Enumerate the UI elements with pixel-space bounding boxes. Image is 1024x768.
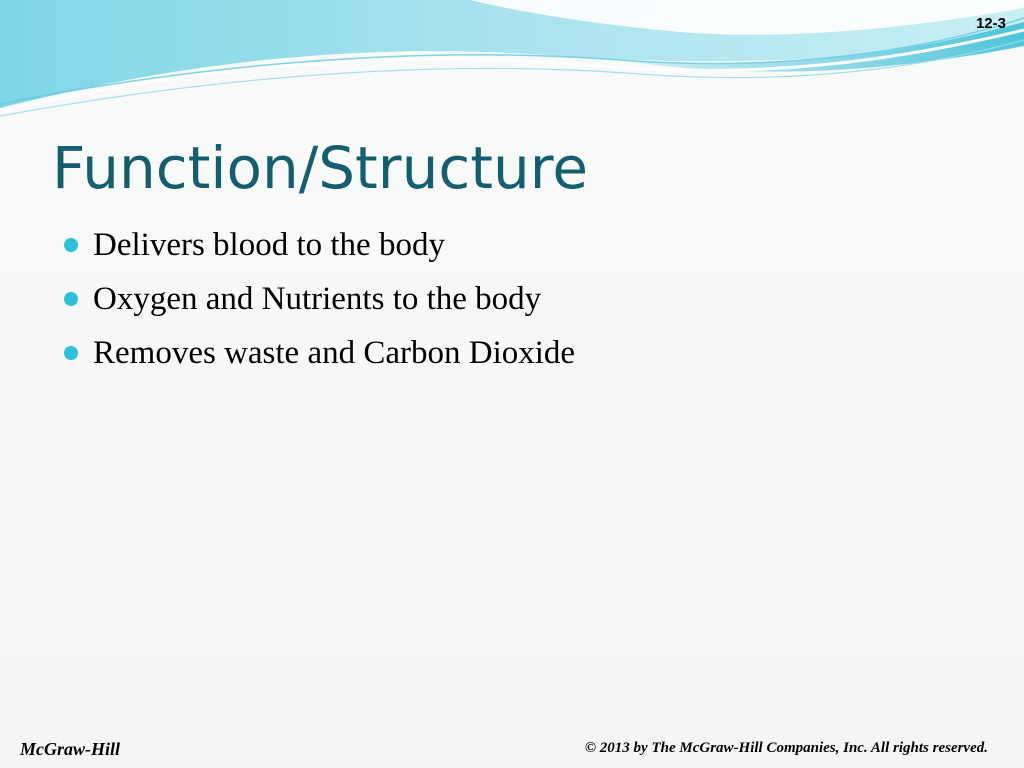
bullet-item: [62, 276, 575, 330]
header-wave-decoration: [0, 0, 1024, 120]
slide-number: 12-3: [975, 15, 1006, 32]
bullet-text: Removes waste and Carbon Dioxide: [93, 335, 576, 371]
footer-copyright: © 2013 by The McGraw-Hill Companies, Inc. All rights reserved.: [584, 740, 988, 756]
bullet-text: Delivers blood to the body: [93, 227, 445, 263]
bullet-item: [62, 330, 575, 384]
bullet-dot-icon: [64, 292, 78, 306]
footer-publisher: McGraw-Hill: [20, 739, 121, 759]
bullet-list: [62, 222, 575, 384]
bullet-item: [62, 222, 575, 276]
bullet-text: Oxygen and Nutrients to the body: [93, 281, 542, 317]
bullet-dot-icon: [64, 238, 78, 252]
bullet-dot-icon: [64, 346, 78, 360]
slide-title: Function/Structure: [52, 134, 589, 202]
